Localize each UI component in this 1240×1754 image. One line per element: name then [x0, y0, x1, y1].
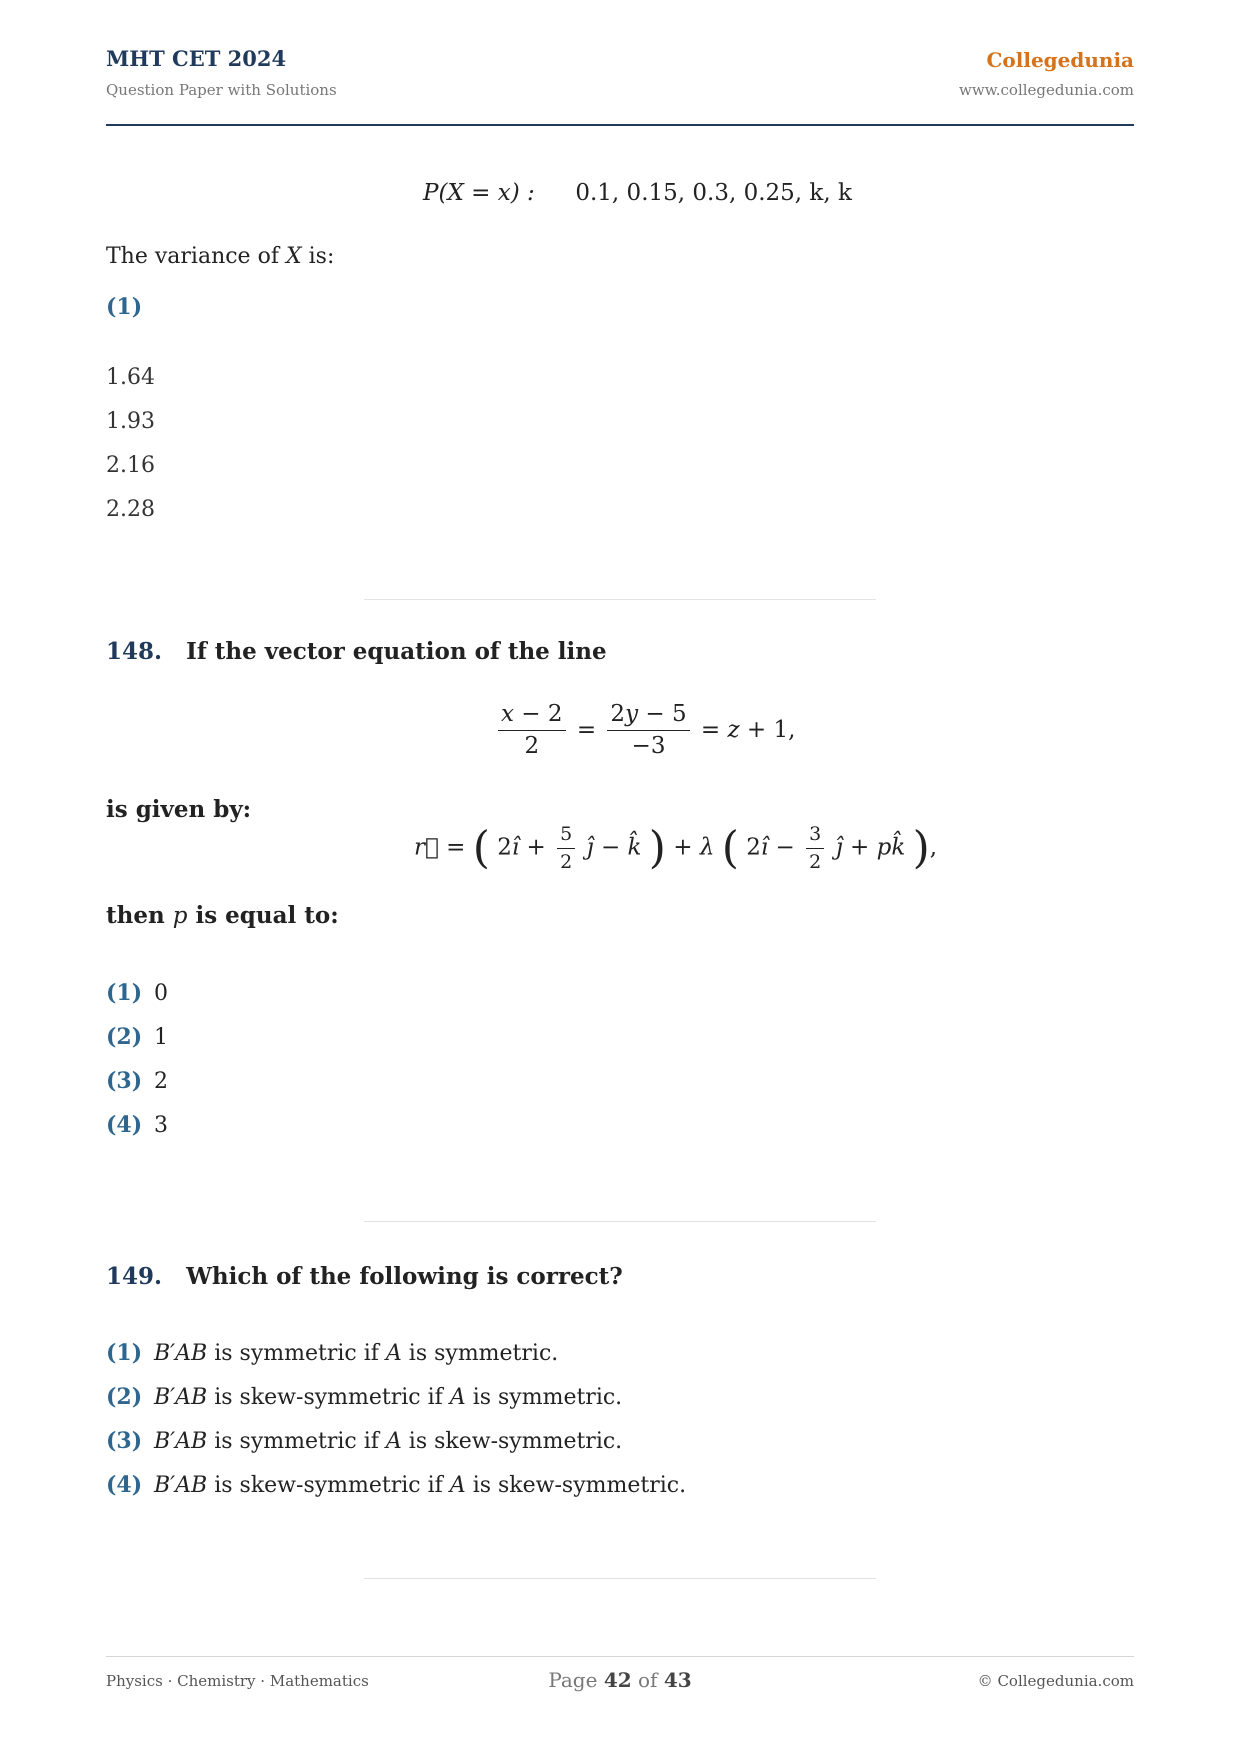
variance-value-3: 2.16 — [106, 453, 155, 478]
exam-title: MHT CET 2024 — [106, 46, 287, 71]
question-number: 149. — [106, 1263, 163, 1290]
then-p-text: then p is equal to: — [106, 902, 339, 929]
header-rule — [106, 124, 1134, 126]
given-by-text: is given by: — [106, 796, 252, 823]
option-149-3[interactable]: (3) B′AB is symmetric if A is skew-symmetric. — [106, 1428, 623, 1454]
question-number: 148. — [106, 638, 163, 665]
footer-rule — [106, 1656, 1134, 1657]
option-149-4[interactable]: (4) B′AB is skew-symmetric if A is skew-symmetric. — [106, 1472, 687, 1498]
question-divider — [364, 1221, 876, 1222]
line-equation: $\frac{x - 2}{2}$ = $\frac{2y - 5}{-3}$ = z + 1, — [494, 702, 795, 760]
paper-subtitle: Question Paper with Solutions — [106, 81, 337, 99]
variance-value-2: 1.93 — [106, 409, 155, 434]
question-divider — [364, 1578, 876, 1579]
question-149-heading — [106, 1263, 623, 1290]
option-148-2[interactable]: (2) 1 — [106, 1024, 168, 1050]
variance-value-4: 2.28 — [106, 497, 155, 522]
option-149-2[interactable]: (2) B′AB is skew-symmetric if A is symmetric. — [106, 1384, 623, 1410]
pmf-row — [423, 180, 852, 206]
question-148-heading — [106, 638, 607, 665]
page-indicator: Page 42 of 43 — [548, 1668, 692, 1692]
pmf-label: P(X = x) : — [423, 180, 535, 206]
option-148-3[interactable]: (3) 2 — [106, 1068, 168, 1094]
variance-stem: The variance of X is: — [106, 244, 335, 269]
vector-equation: r⃗ = ( 2î + $\frac{5}{2}$ ĵ − k̂ ) + λ ( 2î − $\frac{3}{2}$ ĵ + pk̂ ), — [414, 822, 938, 874]
question-text: Which of the following is correct? — [186, 1263, 623, 1290]
option-148-4[interactable]: (4) 3 — [106, 1112, 168, 1138]
footer-copyright: © Collegedunia.com — [977, 1672, 1134, 1690]
site-logo-text[interactable]: Collegedunia — [986, 48, 1134, 72]
option-148-1[interactable]: (1) 0 — [106, 980, 168, 1006]
footer-subjects: Physics · Chemistry · Mathematics — [106, 1672, 369, 1690]
pmf-values: 0.1, 0.15, 0.3, 0.25, k, k — [575, 180, 852, 206]
site-url[interactable]: www.collegedunia.com — [959, 81, 1134, 99]
option-label-1[interactable]: (1) — [106, 294, 143, 320]
variance-value-1: 1.64 — [106, 365, 155, 390]
option-149-1[interactable]: (1) B′AB is symmetric if A is symmetric. — [106, 1340, 559, 1366]
question-text: If the vector equation of the line — [186, 638, 607, 665]
question-divider — [364, 599, 876, 600]
